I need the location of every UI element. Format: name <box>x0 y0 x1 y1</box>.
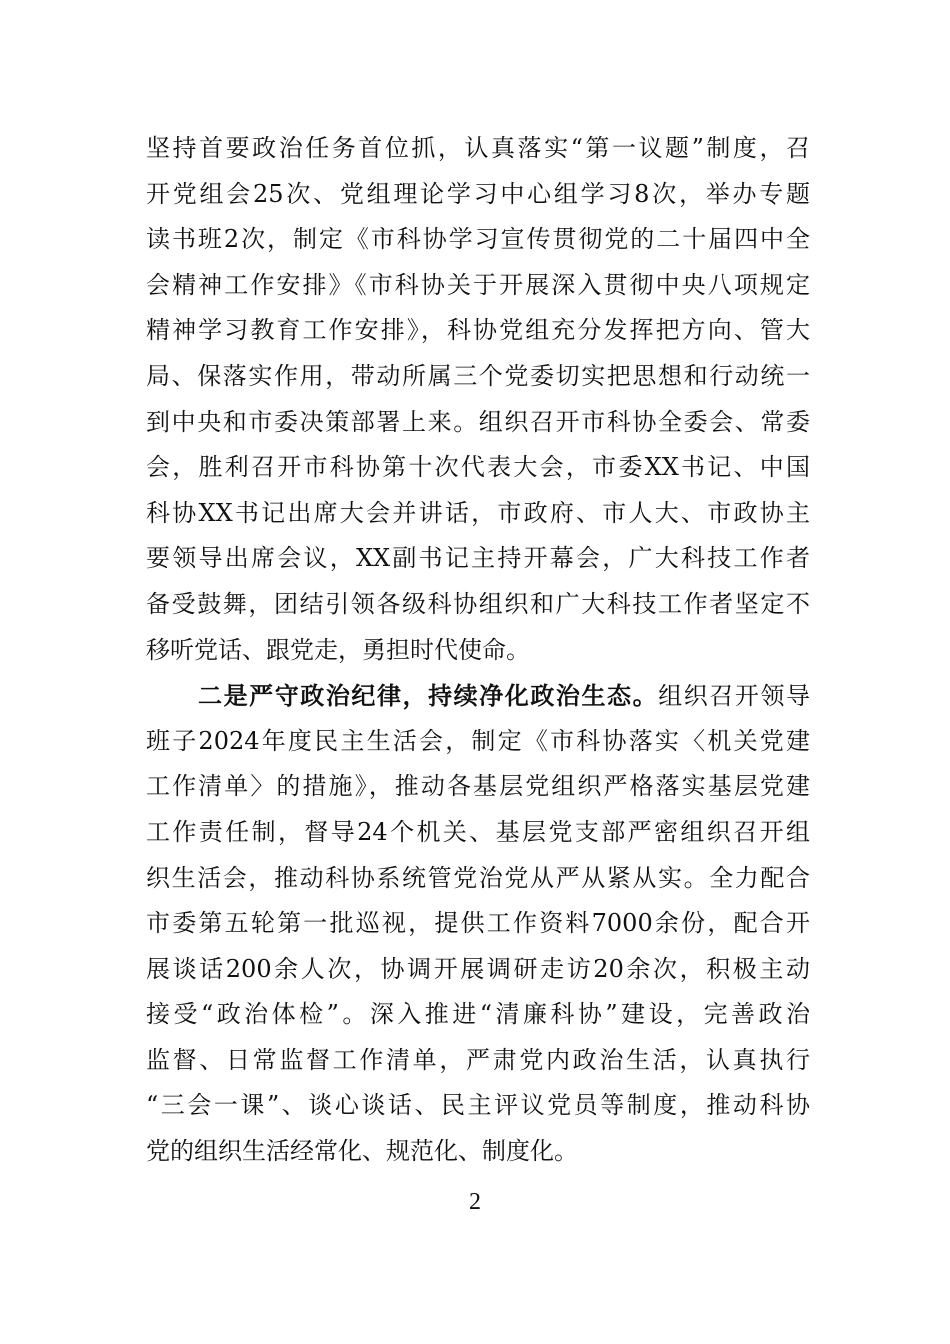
paragraph-line: 织生活会，推动科协系统管党治党从严从紧从实。全力配合 <box>146 863 810 892</box>
paragraph-line: 科协XX书记出席大会并讲话，市政府、市人大、市政协主 <box>146 498 810 527</box>
paragraph-line: 开党组会25次、党组理论学习中心组学习8次，举办专题 <box>146 179 810 208</box>
paragraph-line: 会，胜利召开市科协第十次代表大会，市委XX书记、中国 <box>146 453 810 482</box>
paragraph-line: 市委第五轮第一批巡视，提供工作资料7000余份，配合开 <box>146 909 810 938</box>
paragraph-line: 班子2024年度民主生活会，制定《市科协落实〈机关党建 <box>146 726 810 755</box>
paragraph-line: 移听党话、跟党走，勇担时代使命。 <box>146 635 530 664</box>
paragraph-line: 接受“政治体检”。深入推进“清廉科协”建设，完善政治 <box>146 1000 810 1029</box>
paragraph-line: 坚持首要政治任务首位抓，认真落实“第一议题”制度，召 <box>146 134 810 162</box>
paragraph-line: 展谈话200余人次，协调开展调研走访20余次，积极主动 <box>146 954 810 983</box>
body-text <box>146 126 810 1175</box>
paragraph-line: 读书班2次，制定《市科协学习宣传贯彻党的二十届四中全 <box>146 225 810 254</box>
page-number: 2 <box>469 1189 481 1215</box>
paragraph-line: 备受鼓舞，团结引领各级科协组织和广大科技工作者坚定不 <box>146 589 810 618</box>
paragraph-heading: 二是严守政治纪律，持续净化政治生态。 <box>198 681 659 711</box>
paragraph-first-line <box>146 673 810 719</box>
paragraph-line: 局、保落实作用，带动所属三个党委切实把思想和行动统一 <box>146 361 810 390</box>
paragraph-line: 会精神工作安排》《市科协关于开展深入贯彻中央八项规定 <box>146 270 810 299</box>
paragraph-text: 组织召开领导 <box>658 682 810 711</box>
paragraph-line: 到中央和市委决策部署上来。组织召开市科协全委会、常委 <box>146 407 810 436</box>
paragraph-line: 党的组织生活经常化、规范化、制度化。 <box>146 1137 578 1166</box>
paragraph-line: “三会一课”、谈心谈话、民主评议党员等制度，推动科协 <box>146 1091 810 1120</box>
paragraph-line: 精神学习教育工作安排》，科协党组充分发挥把方向、管大 <box>146 316 810 345</box>
paragraph-line: 监督、日常监督工作清单，严肃党内政治生活，认真执行 <box>146 1045 810 1074</box>
paragraph-line: 要领导出席会议，XX副书记主持开幕会，广大科技工作者 <box>146 544 810 573</box>
paragraph-2 <box>146 673 810 1175</box>
paragraph-line: 工作清单〉的措施》，推动各基层党组织严格落实基层党建 <box>146 772 810 801</box>
paragraph-1 <box>146 126 810 673</box>
paragraph-line: 工作责任制，督导24个机关、基层党支部严密组织召开组 <box>146 817 810 846</box>
